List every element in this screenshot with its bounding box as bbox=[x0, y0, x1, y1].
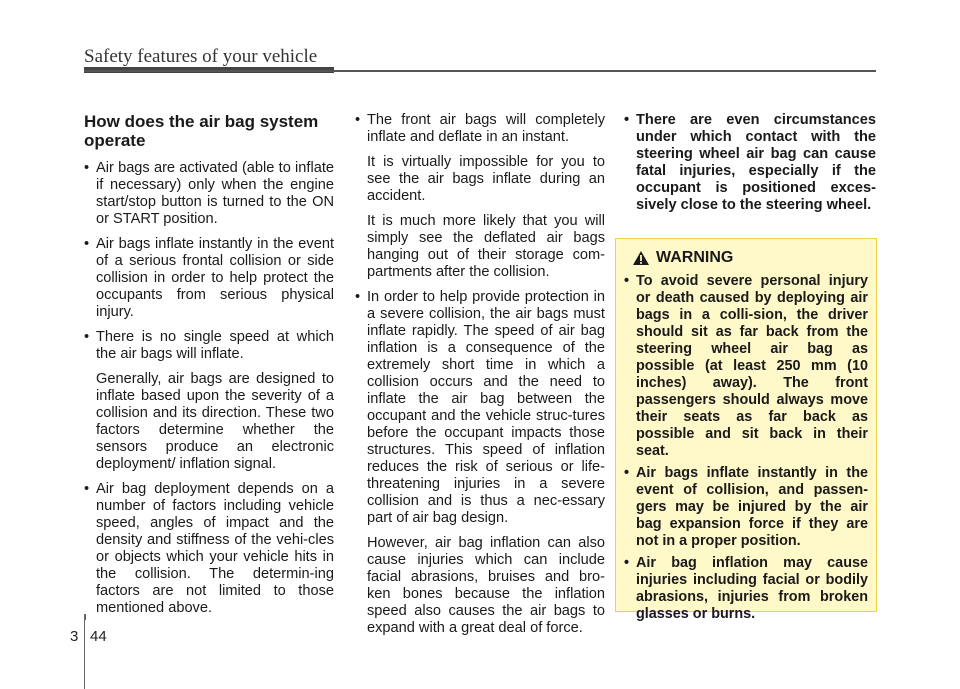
bullet-list bbox=[355, 289, 605, 527]
warning-box bbox=[615, 238, 877, 622]
list-item: • Air bag deployment depends on a number of factors including vehicle speed, angles of impact and the density and stiffness of the vehi-cles or objects which your vehicle hits in the collision. The determin-ing factors are not limited to those mentioned above. bbox=[84, 481, 334, 617]
list-item: • Air bags inflate instantly in the event of collision, and passen-gers may be injured by the air bag expansion force if they are not in a proper position. bbox=[624, 465, 868, 550]
list-item: • To avoid severe personal injury or death caused by deploying air bags in a colli-sion, the driver should sit as far back from the steering wheel air bag as possible (at least 250 mm (10 inches) away). The front passengers should always move their seats as far back as possible and sit back in their seat. bbox=[624, 273, 868, 460]
page-number: 44 bbox=[90, 628, 107, 645]
warning-title: WARNING bbox=[656, 249, 734, 266]
list-item: • Air bags are activated (able to inflate if necessary) only when the engine start/stop button is turned to the ON or START position. bbox=[84, 160, 334, 228]
bullet-list bbox=[355, 112, 605, 146]
list-item: • Air bag inflation may cause injuries including facial or bodily abrasions, injuries from broken glasses or burns. bbox=[624, 555, 868, 623]
header-rule bbox=[84, 70, 876, 72]
paragraph: It is virtually impossible for you to see the air bags inflate during an accident. bbox=[367, 154, 605, 204]
footer-rule bbox=[84, 617, 85, 689]
column-1 bbox=[84, 112, 334, 625]
warning-list bbox=[624, 273, 868, 623]
paragraph: However, air bag inflation can also cause injuries which can include facial abrasions, bruises and bro-ken bones because the inflation speed also causes the air bags to expand with a great deal of force. bbox=[367, 535, 605, 636]
bullet-list bbox=[84, 160, 334, 363]
list-item: • There are even circumstances under which contact with the steering wheel air bag can cause fatal injuries, especially if the occupant is positioned exces-sively close to the steering wheel. bbox=[624, 112, 876, 214]
chapter-number: 3 bbox=[70, 628, 79, 645]
warning-triangle-icon bbox=[632, 250, 650, 266]
paragraph: Generally, air bags are designed to inflate based upon the severity of a collision and its direction. These two factors determine whether the sensors produce an electronic deployment/ inflation signal. bbox=[96, 371, 334, 472]
list-item: • There is no single speed at which the air bags will inflate. bbox=[84, 329, 334, 363]
page-header-title: Safety features of your vehicle bbox=[84, 46, 318, 67]
paragraph: It is much more likely that you will simply see the deflated air bags hanging out of their storage com-partments after the collision. bbox=[367, 213, 605, 280]
list-item: • The front air bags will completely inflate and deflate in an instant. bbox=[355, 112, 605, 146]
section-heading: How does the air bag system operate bbox=[84, 112, 319, 150]
list-item: • In order to help provide protection in a severe collision, the air bags must inflate rapidly. The speed of air bag inflation is a consequence of the extremely short time in which a collision occurs and the need to inflate the air bag between the occupant and the vehicle struc-tures before the occupant impacts those structures. This speed of inflation reduces the risk of serious or life-threatening injuries in a severe collision and is thus a nec-essary part of air bag design. bbox=[355, 289, 605, 527]
warning-header bbox=[632, 249, 868, 267]
bullet-list bbox=[624, 112, 876, 214]
bullet-list bbox=[84, 481, 334, 617]
list-item: • Air bags inflate instantly in the event of a serious frontal collision or side collision in order to help protect the occupants from serious physical injury. bbox=[84, 236, 334, 321]
column-3 bbox=[624, 112, 876, 222]
column-2 bbox=[355, 112, 605, 645]
